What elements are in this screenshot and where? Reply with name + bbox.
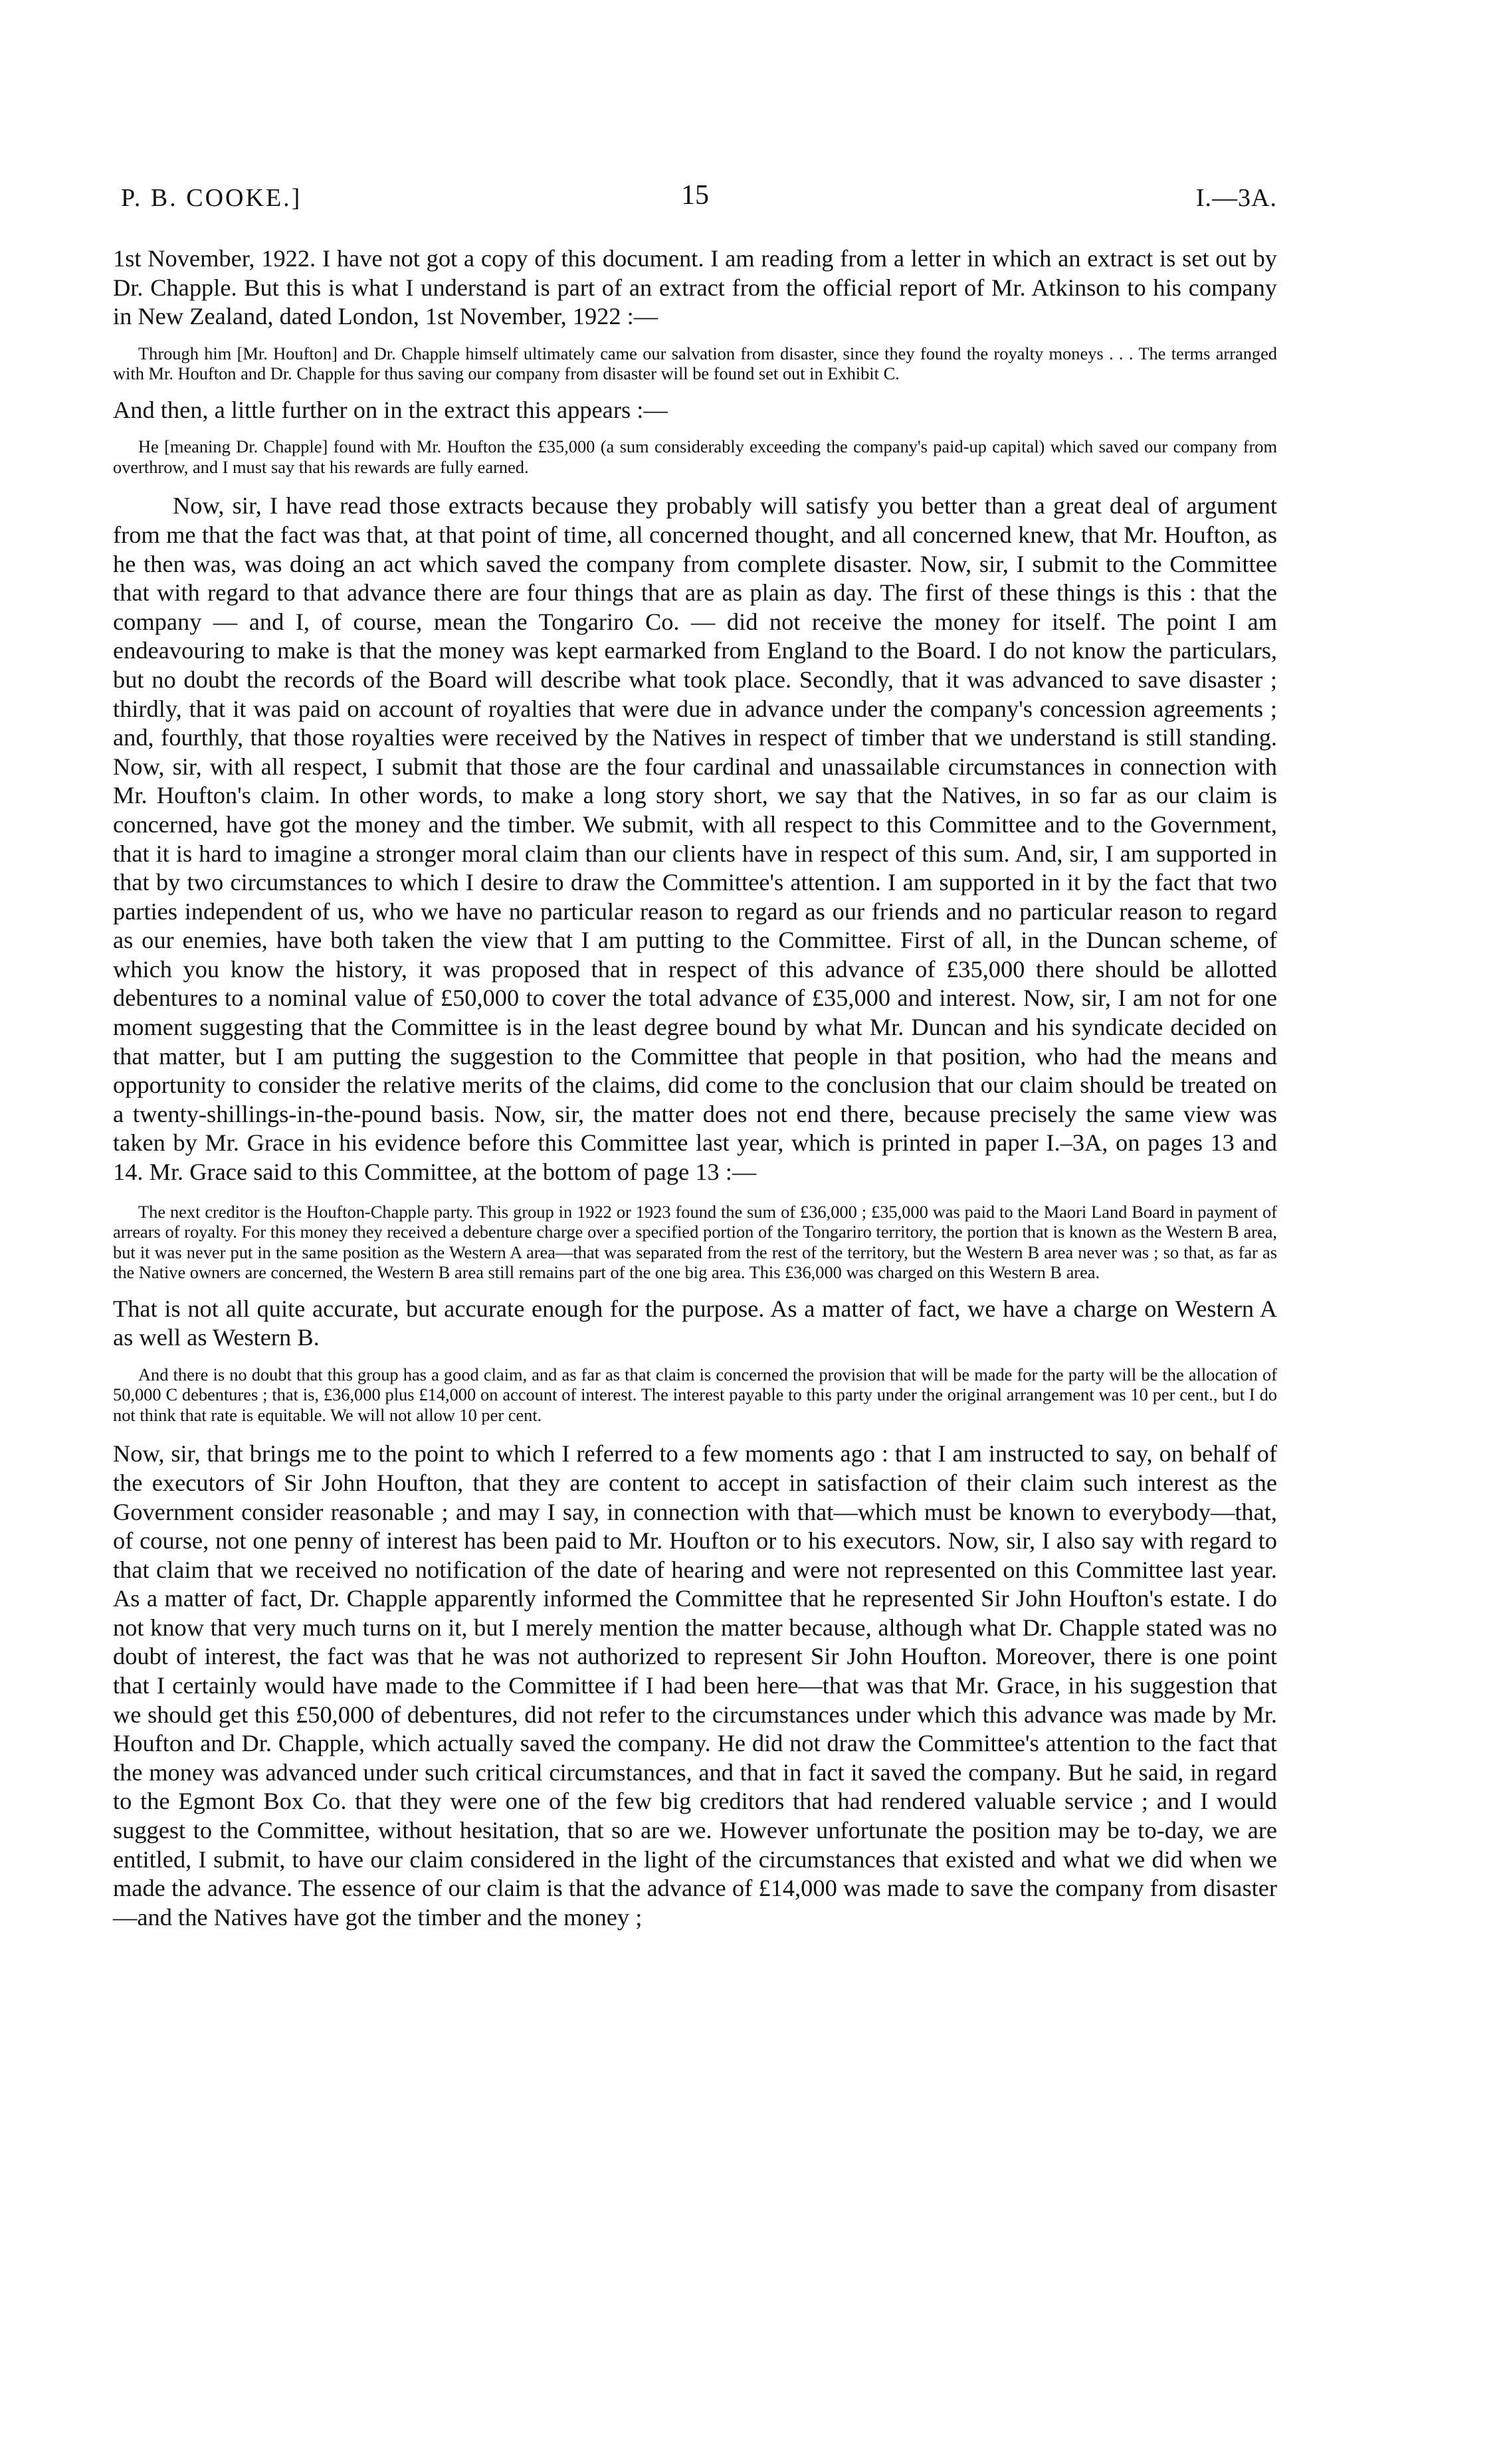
- quote-grace-evidence: The next creditor is the Houfton-Chapple party. This group in 1922 or 1923 found the sum of £36,000 ; £35,000 was paid to the Maori Land Board in payment of arrears of royalty. For this money they received a debenture charge over a specified portion of the Tongariro territory, the portion that is known as the Western B area, but it was never put in the same position as the Western A area—that was separated from the rest of the territory, but the Western B area never was ; so that, as far as the Native owners are concerned, the Western B area still remains part of the one big area. This £36,000 was charged on this Western B area.: [113, 1201, 1277, 1283]
- paragraph-executors: Now, sir, that brings me to the point to which I referred to a few moments ago : that I am instructed to say, on behalf of the executors of Sir John Houfton, that they are content to accept in satisfaction of their claim such interest as the Government consider reasonable ; and may I say, in connection with that—which must be known to everybody—that, of course, not one penny of interest has been paid to Mr. Houfton or to his executors. Now, sir, I also say with regard to that claim that we received no notification of the date of hearing and were not represented on this Committee last year. As a matter of fact, Dr. Chapple apparently informed the Committee that he represented Sir John Houfton's estate. I do not know that very much turns on it, but I merely mention the matter because, although what Dr. Chapple stated was no doubt of interest, the fact was that he was not authorized to represent Sir John Houfton. Moreover, there is one point that I certainly would have made to the Committee if I had been here—that was that Mr. Grace, in his suggestion that we should get this £50,000 of debentures, did not refer to the circumstances under which this advance was made by Mr. Houfton and Dr. Chapple, which actually saved the company. He did not draw the Committee's attention to the fact that the money was advanced under such critical circumstances, and that in fact it saved the company. But he said, in regard to the Egmont Box Co. that they were one of the few big creditors that had rendered valuable service ; and I would suggest to the Committee, without hesitation, that so are we. However unfortunate the position may be to-day, we are entitled, I submit, to have our claim considered in the light of the circumstances that existed and what we did when we made the advance. The essence of our claim is that the advance of £14,000 was made to save the company from disaster—and the Natives have got the timber and the money ;: [113, 1440, 1277, 1931]
- paragraph-accuracy: That is not all quite accurate, but accurate enough for the purpose. As a matter of fact, we have a charge on Western A as well as Western B.: [113, 1295, 1277, 1351]
- paragraph-argument: Now, sir, I have read those extracts because they probably will satisfy you better than a great deal of argument from me that the fact was that, at that point of time, all concerned thought, and all concerned knew, that Mr. Houfton, as he then was, was doing an act which saved the company from complete disaster. Now, sir, I submit to the Committee that with regard to that advance there are four things that are as plain as day. The first of these things is this : that the company — and I, of course, mean the Tongariro Co. — did not receive the money for itself. The point I am endeavouring to make is that the money was kept earmarked from England to the Board. I do not know the particulars, but no doubt the records of the Board will describe what took place. Secondly, that it was advanced to save disaster ; thirdly, that it was paid on account of royalties that were due in advance under the company's concession agreements ; and, fourthly, that those royalties were received by the Natives in respect of timber that we understand is still standing. Now, sir, with all respect, I submit that those are the four cardinal and unassailable circumstances in connection with Mr. Houfton's claim. In other words, to make a long story short, we say that the Natives, in so far as our claim is concerned, have got the money and the timber. We submit, with all respect to this Committee and to the Government, that it is hard to imagine a stronger moral claim than our clients have in respect of this sum. And, sir, I am supported in that by two circumstances to which I desire to draw the Committee's attention. I am supported in it by the fact that two parties independent of us, who we have no particular reason to regard as our friends and no particular reason to regard as our enemies, have both taken the view that I am putting to the Committee. First of all, in the Duncan scheme, of which you know the history, it was proposed that in respect of this advance of £35,000 there should be allotted debentures to a nominal value of £50,000 to cover the total advance of £35,000 and interest. Now, sir, I am not for one moment suggesting that the Committee is in the least degree bound by what Mr. Duncan and his syndicate decided on that matter, but I am putting the suggestion to the Committee that people in that position, who had the means and opportunity to consider the relative merits of the claims, did come to the conclusion that our claim should be treated on a twenty-shillings-in-the-pound basis. Now, sir, the matter does not end there, because precisely the same view was taken by Mr. Grace in his evidence before this Committee last year, which is printed in paper I.–3A, on pages 13 and 14. Mr. Grace said to this Committee, at the bottom of page 13 :—: [113, 492, 1277, 1186]
- paragraph-extract-intro: And then, a little further on in the extract this appears :—: [113, 396, 668, 423]
- paragraph-intro: 1st November, 1922. I have not got a copy of this document. I am reading from a letter in which an extract is set out by Dr. Chapple. But this is what I understand is part of an extract from the official report of Mr. Atkinson to his company in New Zealand, dated London, 1st November, 1922 :—: [113, 245, 1277, 330]
- page-header: [113, 179, 1277, 219]
- header-author: P. B. COOKE.]: [121, 184, 302, 212]
- page-number: 15: [681, 180, 709, 211]
- paper-reference: I.—3A.: [1195, 184, 1277, 212]
- quote-good-claim: And there is no doubt that this group has a good claim, and as far as that claim is concerned the provision that will be made for the party will be the allocation of 50,000 C debentures ; that is, £36,000 plus £14,000 on account of interest. The interest payable to this party under the original arrangement was 10 per cent., but I do not think that rate is equitable. We will not allow 10 per cent.: [113, 1364, 1277, 1425]
- quote-atkinson-report: Through him [Mr. Houfton] and Dr. Chapple himself ultimately came our salvation from disaster, since they found the royalty moneys . . . The terms arranged with Mr. Houfton and Dr. Chapple for thus saving our company from disaster will be found set out in Exhibit C.: [113, 343, 1277, 384]
- document-page: [113, 179, 1277, 1932]
- quote-chapple-found: He [meaning Dr. Chapple] found with Mr. Houfton the £35,000 (a sum considerably exceeding the company's paid-up capital) which saved our company from overthrow, and I must say that his rewards are fully earned.: [113, 436, 1277, 477]
